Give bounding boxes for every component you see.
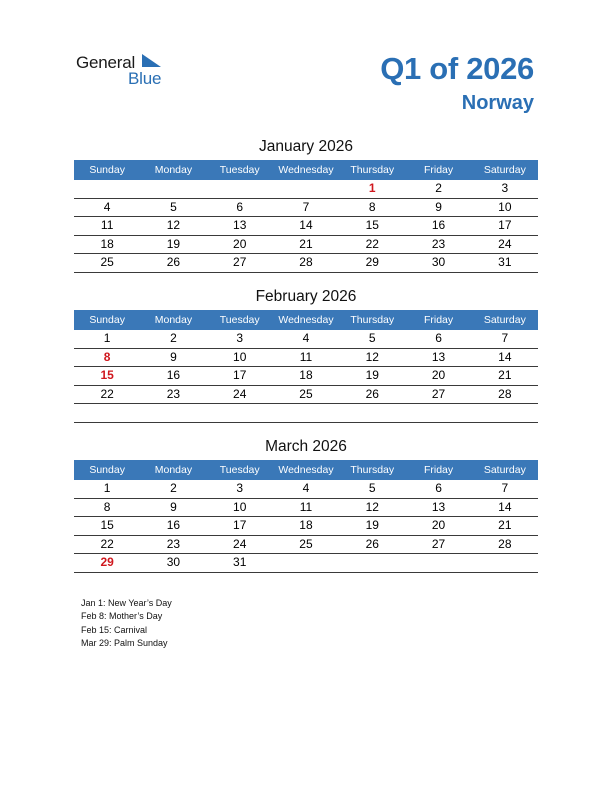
- day-cell: 13: [431, 349, 446, 364]
- month-title: January 2026: [259, 138, 353, 155]
- day-cell: [405, 554, 471, 572]
- holiday-note: Feb 15: Carnival: [81, 624, 148, 635]
- logo-triangle-icon: [142, 54, 162, 68]
- week-rows: [74, 480, 538, 573]
- quarter-title: Q1 of 2026: [380, 51, 534, 86]
- weekday-label: Monday: [154, 164, 193, 176]
- week-row: [74, 404, 538, 423]
- day-cell: 15: [365, 218, 379, 232]
- month-january: [74, 136, 538, 273]
- day-cell: [74, 404, 140, 422]
- week-row: [74, 480, 538, 499]
- day-cell: 5: [170, 199, 177, 214]
- day-cell: [207, 180, 273, 198]
- week-row: [74, 349, 538, 368]
- holiday-note: Feb 8: Mother’s Day: [81, 611, 163, 622]
- day-cell: 28: [498, 386, 512, 401]
- week-row: [74, 217, 538, 236]
- day-cell: 28: [299, 255, 313, 269]
- day-cell: 27: [233, 255, 247, 269]
- weekday-label: Thursday: [350, 314, 395, 326]
- day-cell: 3: [236, 481, 244, 495]
- day-cell: 14: [299, 218, 313, 232]
- day-cell: 23: [431, 236, 446, 251]
- day-cell: 17: [498, 218, 512, 232]
- day-cell: 12: [166, 218, 181, 232]
- month-march: [74, 436, 538, 573]
- day-cell: 21: [299, 236, 313, 251]
- holiday-note: Mar 29: Palm Sunday: [81, 637, 168, 648]
- day-cell: 21: [498, 368, 512, 382]
- day-cell: 25: [299, 536, 313, 551]
- day-cell: [339, 404, 405, 422]
- day-cell: 10: [498, 199, 512, 214]
- week-row: [74, 367, 538, 386]
- day-cell: [74, 180, 140, 198]
- day-cell: 18: [100, 236, 114, 251]
- day-cell: 8: [368, 199, 376, 214]
- week-row: [74, 386, 538, 405]
- day-cell: 3: [501, 181, 509, 195]
- day-cell: 3: [236, 331, 244, 345]
- day-cell: 11: [299, 499, 313, 514]
- day-cell: 12: [365, 499, 379, 514]
- day-cell: 11: [299, 349, 313, 364]
- weekday-label: Friday: [423, 464, 454, 476]
- day-cell: 5: [368, 481, 376, 495]
- day-cell: 8: [103, 349, 111, 364]
- day-cell: 1: [103, 331, 111, 345]
- weekday-label: Monday: [154, 464, 193, 476]
- weekday-label: Saturday: [483, 314, 526, 326]
- day-cell: 20: [233, 236, 247, 251]
- day-cell: [207, 404, 273, 422]
- day-cell: 2: [435, 181, 442, 195]
- weekday-label: Friday: [423, 164, 454, 176]
- day-cell: 1: [103, 481, 111, 495]
- day-cell: 26: [166, 255, 181, 269]
- month-title: March 2026: [265, 438, 347, 455]
- holiday-list: [81, 597, 172, 650]
- weekday-label: Saturday: [483, 464, 526, 476]
- day-cell: [339, 554, 405, 572]
- weekday-label: Sunday: [89, 314, 125, 326]
- day-cell: 25: [100, 255, 114, 269]
- week-row: [74, 180, 538, 199]
- day-cell: 30: [431, 255, 446, 269]
- day-cell: 24: [233, 536, 247, 551]
- day-cell: 10: [233, 499, 247, 514]
- week-row: [74, 254, 538, 273]
- day-cell: 8: [103, 499, 111, 514]
- day-cell: 29: [100, 555, 114, 569]
- day-cell: 19: [365, 368, 379, 382]
- day-cell: 6: [435, 331, 442, 345]
- day-cell: 6: [435, 481, 442, 495]
- day-cell: [405, 404, 471, 422]
- day-cell: 7: [501, 481, 509, 495]
- day-cell: 15: [100, 368, 114, 382]
- day-cell: 5: [368, 331, 376, 345]
- day-cell: [140, 404, 206, 422]
- weekday-label: Thursday: [350, 164, 395, 176]
- day-cell: 27: [431, 536, 446, 551]
- day-cell: 21: [498, 518, 512, 532]
- day-cell: 31: [233, 555, 247, 569]
- weekday-label: Wednesday: [278, 164, 334, 176]
- day-cell: 17: [233, 368, 247, 382]
- week-rows: [74, 330, 538, 423]
- weekday-header: [74, 310, 538, 330]
- day-cell: 23: [166, 536, 181, 551]
- week-row: [74, 330, 538, 349]
- day-cell: 20: [431, 518, 446, 532]
- day-cell: 19: [365, 518, 379, 532]
- brand-word-general: General: [76, 53, 136, 72]
- weekday-label: Saturday: [483, 164, 526, 176]
- day-cell: 23: [166, 386, 181, 401]
- day-cell: 4: [103, 199, 111, 214]
- day-cell: 7: [501, 331, 509, 345]
- day-cell: 7: [302, 199, 310, 214]
- weekday-label: Wednesday: [278, 464, 334, 476]
- day-cell: 9: [170, 499, 177, 514]
- day-cell: 28: [498, 536, 512, 551]
- day-cell: 29: [365, 255, 379, 269]
- day-cell: 13: [431, 499, 446, 514]
- brand-logo: [76, 53, 176, 87]
- day-cell: 12: [365, 349, 379, 364]
- day-cell: 26: [365, 536, 379, 551]
- day-cell: 24: [498, 236, 512, 251]
- holiday-note: Jan 1: New Year’s Day: [81, 598, 172, 608]
- day-cell: 22: [100, 536, 114, 551]
- day-cell: 26: [365, 386, 379, 401]
- day-cell: 4: [302, 331, 310, 345]
- country-name: Norway: [461, 92, 534, 114]
- day-cell: 16: [166, 368, 181, 382]
- month-title: February 2026: [255, 288, 357, 305]
- week-row: [74, 554, 538, 573]
- day-cell: [472, 554, 538, 572]
- weekday-label: Tuesday: [219, 164, 260, 176]
- day-cell: 15: [100, 518, 114, 532]
- weekday-header: [74, 160, 538, 180]
- month-february: [74, 286, 538, 423]
- day-cell: 24: [233, 386, 247, 401]
- weekday-label: Sunday: [89, 464, 125, 476]
- day-cell: 16: [431, 218, 446, 232]
- week-row: [74, 199, 538, 218]
- day-cell: 20: [431, 368, 446, 382]
- day-cell: 9: [170, 349, 177, 364]
- week-row: [74, 517, 538, 536]
- day-cell: [273, 404, 339, 422]
- day-cell: 14: [498, 499, 512, 514]
- day-cell: [273, 554, 339, 572]
- weekday-label: Monday: [154, 314, 193, 326]
- day-cell: 18: [299, 518, 313, 532]
- day-cell: 6: [236, 199, 244, 214]
- week-row: [74, 236, 538, 255]
- day-cell: 1: [368, 181, 376, 195]
- day-cell: 14: [498, 349, 512, 364]
- day-cell: 10: [233, 349, 247, 364]
- day-cell: [472, 404, 538, 422]
- day-cell: 19: [166, 236, 181, 251]
- day-cell: 17: [233, 518, 247, 532]
- day-cell: 2: [170, 481, 177, 495]
- day-cell: [273, 180, 339, 198]
- day-cell: 22: [365, 236, 379, 251]
- day-cell: 4: [302, 481, 310, 495]
- weekday-label: Tuesday: [219, 464, 260, 476]
- day-cell: 25: [299, 386, 313, 401]
- day-cell: 18: [299, 368, 313, 382]
- day-cell: 27: [431, 386, 446, 401]
- weekday-header: [74, 460, 538, 480]
- day-cell: 11: [100, 218, 114, 232]
- weekday-label: Tuesday: [219, 314, 260, 326]
- day-cell: 30: [166, 555, 181, 569]
- week-row: [74, 499, 538, 518]
- weekday-label: Sunday: [89, 164, 125, 176]
- day-cell: 16: [166, 518, 181, 532]
- week-rows: [74, 180, 538, 273]
- day-cell: 2: [170, 331, 177, 345]
- brand-word-blue: Blue: [128, 69, 162, 88]
- day-cell: 31: [498, 255, 512, 269]
- week-row: [74, 536, 538, 555]
- day-cell: [140, 180, 206, 198]
- day-cell: 22: [100, 386, 114, 401]
- weekday-label: Wednesday: [278, 314, 334, 326]
- day-cell: 9: [435, 199, 442, 214]
- day-cell: 13: [233, 218, 247, 232]
- weekday-label: Thursday: [350, 464, 395, 476]
- weekday-label: Friday: [423, 314, 454, 326]
